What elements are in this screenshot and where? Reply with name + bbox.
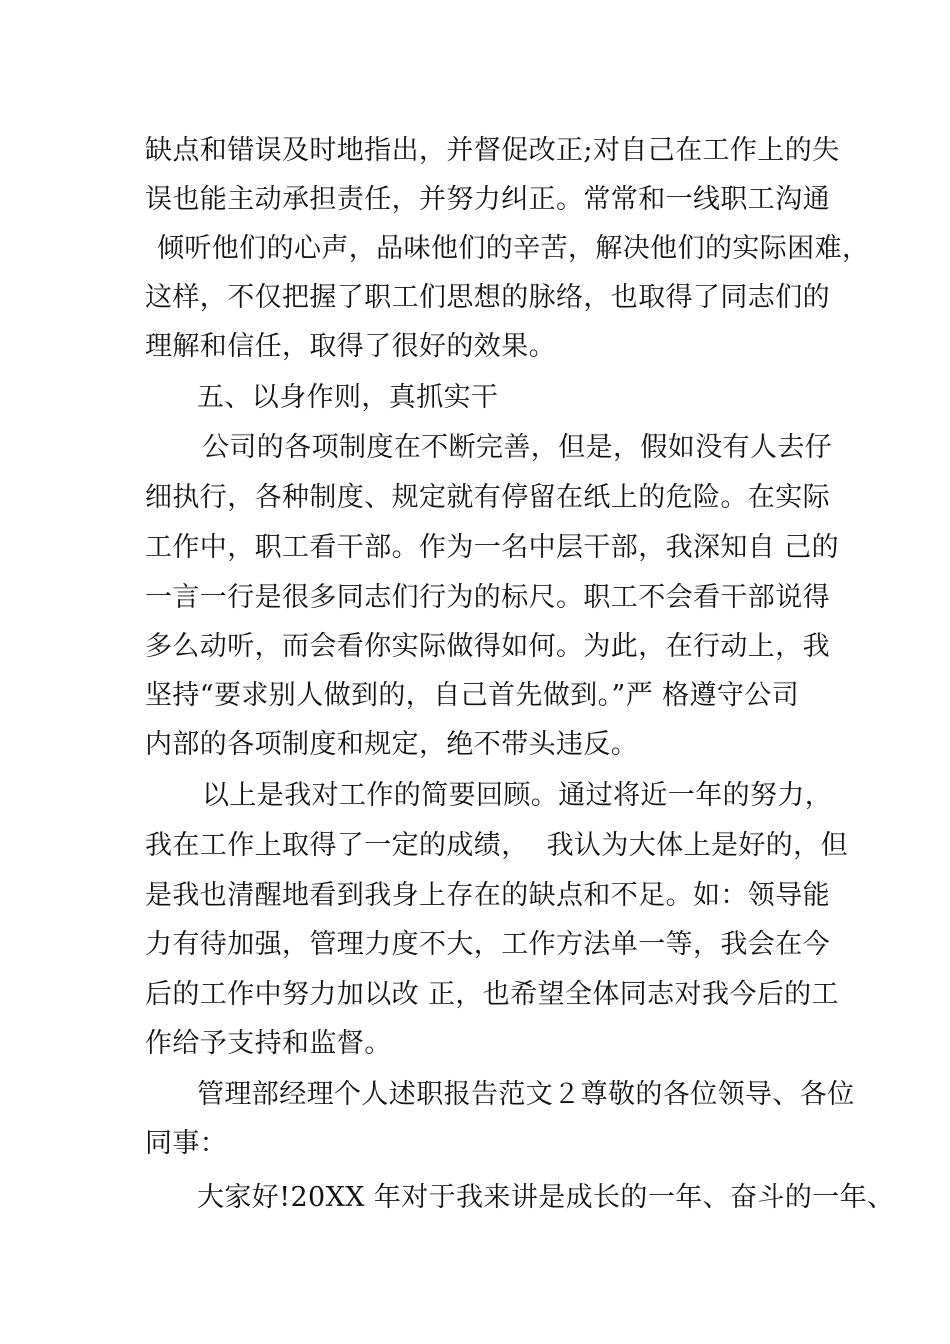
section-heading: 五、以身作则，真抓实干	[197, 382, 499, 413]
paragraph-line: 内部的各项制度和规定，绝不带头违反。	[145, 729, 639, 760]
paragraph-line: 是我也清醒地看到我身上存在的缺点和不足。如：领导能	[145, 880, 830, 911]
paragraph-line: 后的工作中努力加以改 正，也希望全体同志对我今后的工	[145, 979, 839, 1010]
paragraph-line: 力有待加强，管理力度不大，工作方法单一等，我会在今	[145, 929, 830, 960]
paragraph-line: 工作中，职工看干部。作为一名中层干部，我深知自 己的	[145, 532, 839, 563]
paragraph-line: 大家好!20XX 年对于我来讲是成长的一年、奋斗的一年、	[197, 1182, 895, 1213]
paragraph-line: 这样，不仅把握了职工们思想的脉络，也取得了同志们的	[145, 282, 830, 313]
paragraph-line: 作给予支持和监督。	[145, 1028, 392, 1059]
paragraph-line: 多么动听，而会看你实际做得如何。为此，在行动上，我	[145, 631, 830, 662]
paragraph-line: 缺点和错误及时地指出，并督促改正;对自己在工作上的失	[145, 135, 840, 166]
paragraph-line: 以上是我对工作的简要回顾。通过将近一年的努力，	[202, 780, 833, 811]
paragraph-line: 公司的各项制度在不断完善，但是，假如没有人去仔	[202, 432, 833, 463]
paragraph-line: 倾听他们的心声，品味他们的辛苦，解决他们的实际困难，	[148, 233, 870, 264]
paragraph-line: 一言一行是很多同志们行为的标尺。职工不会看干部说得	[145, 582, 830, 613]
paragraph-line: 管理部经理个人述职报告范文２尊敬的各位领导、各位	[197, 1079, 855, 1110]
paragraph-line: 我在工作上取得了一定的成绩， 我认为大体上是好的，但	[145, 830, 848, 861]
paragraph-line: 同事：	[145, 1128, 228, 1159]
paragraph-line: 坚持“要求别人做到的，自己首先做到。”严 格遵守公司	[145, 680, 800, 711]
paragraph-line: 误也能主动承担责任，并努力纠正。常常和一线职工沟通	[145, 184, 830, 215]
paragraph-line: 理解和信任，取得了很好的效果。	[145, 331, 556, 362]
paragraph-line: 细执行，各种制度、规定就有停留在纸上的危险。在实际	[145, 482, 830, 513]
